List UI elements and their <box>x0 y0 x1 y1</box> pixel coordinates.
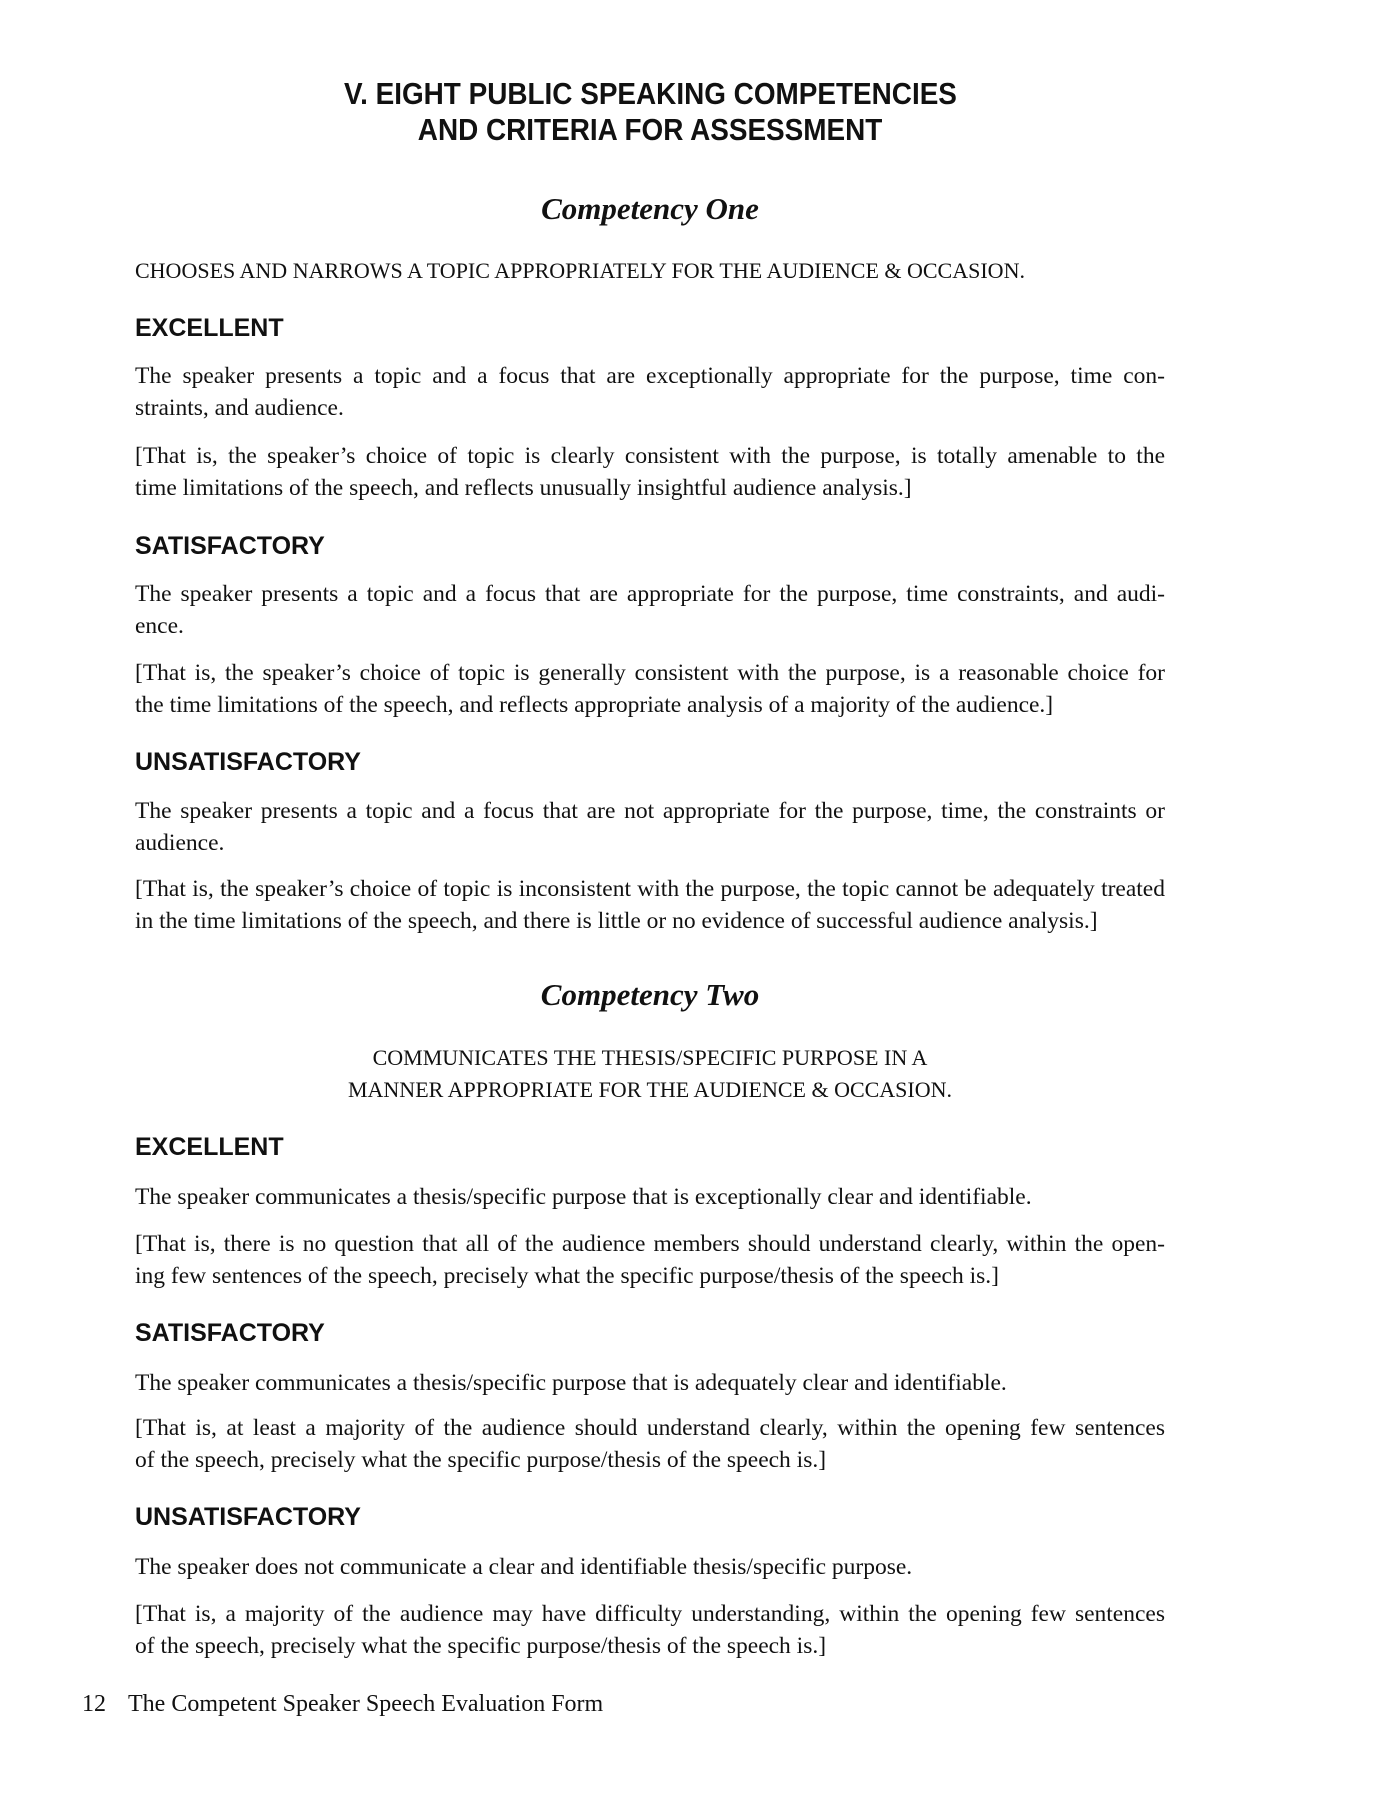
competency-one-satisfactory-label: SATISFACTORY <box>135 532 325 560</box>
competency-one-excellent-label: EXCELLENT <box>135 314 284 342</box>
competency-one-heading: Competency One <box>541 191 759 226</box>
text-line: [That is, the speaker’s choice of topic is inconsistent with the purpose, the topic cannot be adequately treated <box>135 876 1165 902</box>
competency-one-excellent-description <box>135 360 1165 424</box>
text-line: The speaker presents a topic and a focus that are not appropriate for the purpose, time, the constraints or <box>135 798 1165 824</box>
competency-one-unsatisfactory-description <box>135 795 1165 859</box>
competency-two-unsatisfactory-explanation <box>135 1598 1165 1662</box>
competency-two-excellent-description <box>135 1181 1165 1213</box>
competency-two-satisfactory-description <box>135 1367 1165 1399</box>
publication-title: The Competent Speaker Speech Evaluation Form <box>128 1691 604 1717</box>
text-line: The speaker presents a topic and a focus that are appropriate for the purpose, time constraints, and audi- <box>135 581 1165 607</box>
text-line: of the speech, precisely what the specific purpose/thesis of the speech is.] <box>135 1633 827 1659</box>
competency-one-statement: CHOOSES AND NARROWS A TOPIC APPROPRIATELY FOR THE AUDIENCE & OCCASION. <box>135 258 1025 283</box>
text-line: straints, and audience. <box>135 395 344 421</box>
text-line: MANNER APPROPRIATE FOR THE AUDIENCE & OCCASION. <box>347 1077 953 1102</box>
text-line: of the speech, precisely what the specific purpose/thesis of the speech is.] <box>135 1447 827 1473</box>
text-line: The speaker presents a topic and a focus that are exceptionally appropriate for the purpose, time con- <box>135 363 1165 389</box>
section-title-line-1: V. EIGHT PUBLIC SPEAKING COMPETENCIES <box>343 76 957 111</box>
competency-one-satisfactory-explanation <box>135 657 1165 721</box>
text-line: The speaker communicates a thesis/specific purpose that is exceptionally clear and identifiable. <box>135 1184 1032 1210</box>
text-line: ing few sentences of the speech, precisely what the specific purpose/thesis of the speech is.] <box>135 1263 999 1289</box>
competency-two-satisfactory-label: SATISFACTORY <box>135 1319 325 1347</box>
competency-two-unsatisfactory-description <box>135 1551 1165 1583</box>
competency-two-statement <box>135 1042 1165 1106</box>
text-line: [That is, a majority of the audience may have difficulty understanding, within the opening few sentences <box>135 1601 1165 1627</box>
competency-one-unsatisfactory-explanation <box>135 873 1165 937</box>
section-title-line-2: AND CRITERIA FOR ASSESSMENT <box>417 112 883 147</box>
text-line: audience. <box>135 830 225 856</box>
text-line: [That is, the speaker’s choice of topic is clearly consistent with the purpose, is totally amenable to the <box>135 443 1165 469</box>
text-line: The speaker does not communicate a clear and identifiable thesis/specific purpose. <box>135 1554 913 1580</box>
page-number: 12 <box>82 1691 106 1717</box>
section-title <box>135 76 1165 148</box>
page-footer <box>82 1688 603 1720</box>
competency-one-unsatisfactory-label: UNSATISFACTORY <box>135 748 361 776</box>
competency-one-excellent-explanation <box>135 440 1165 504</box>
competency-two-heading: Competency Two <box>540 977 760 1012</box>
text-line: [That is, the speaker’s choice of topic is generally consistent with the purpose, is a reasonable choice for <box>135 660 1165 686</box>
text-line: ence. <box>135 613 184 639</box>
competency-one-satisfactory-description <box>135 578 1165 642</box>
text-line: [That is, at least a majority of the audience should understand clearly, within the opening few sentences <box>135 1415 1165 1441</box>
text-line: the time limitations of the speech, and reflects appropriate analysis of a majority of the audience.] <box>135 692 1054 718</box>
text-line: time limitations of the speech, and reflects unusually insightful audience analysis.] <box>135 475 912 501</box>
text-line: COMMUNICATES THE THESIS/SPECIFIC PURPOSE IN A <box>372 1045 928 1070</box>
competency-two-satisfactory-explanation <box>135 1412 1165 1476</box>
competency-two-excellent-label: EXCELLENT <box>135 1133 284 1161</box>
competency-two-unsatisfactory-label: UNSATISFACTORY <box>135 1503 361 1531</box>
text-line: [That is, there is no question that all of the audience members should understand clearly, within the open- <box>135 1231 1165 1257</box>
text-line: The speaker communicates a thesis/specific purpose that is adequately clear and identifiable. <box>135 1370 1007 1396</box>
competency-two-excellent-explanation <box>135 1228 1165 1292</box>
text-line: in the time limitations of the speech, and there is little or no evidence of successful audience analysis.] <box>135 908 1098 934</box>
